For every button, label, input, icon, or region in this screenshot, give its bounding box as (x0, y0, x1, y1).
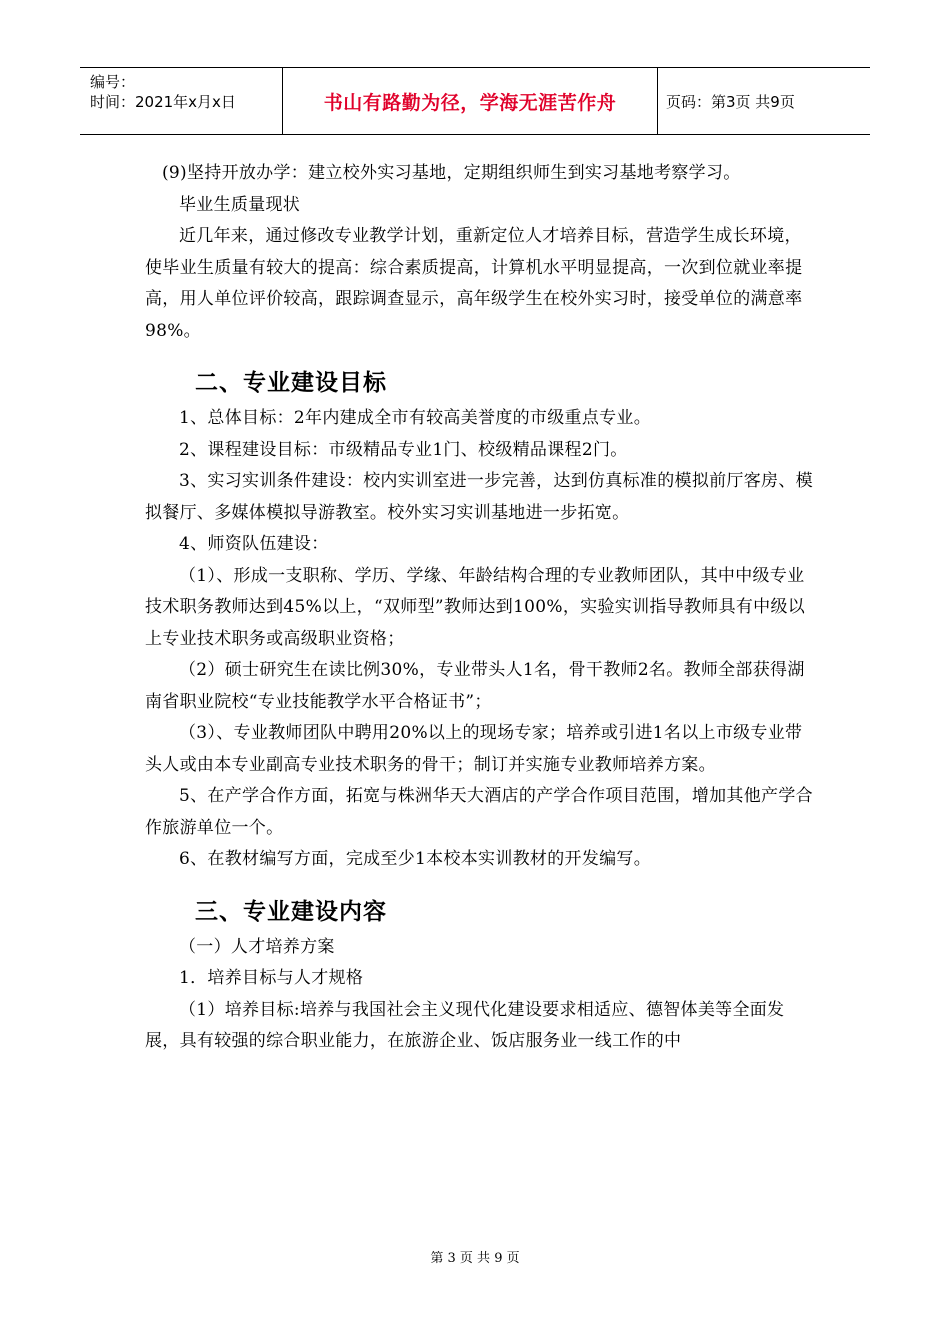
document-number: 编号： (90, 73, 136, 91)
list-item: 1．培养目标与人才规格 (179, 968, 364, 988)
list-item: （一）人才培养方案 (179, 936, 335, 957)
motto: 书山有路勤为径，学海无涯苦作舟 (323, 91, 617, 114)
list-item: （1）、形成一支职称、学历、学缘、年龄结构合理的专业教师团队，其中中级专业技术职务教师达到45%以上，“双师型”教师达到100%，实验实训指导教师具有中级以上专业技术职务或高级职业资格； (145, 565, 806, 649)
list-item: （2）硕士研究生在读比例30%，专业带头人1名，骨干教师2名。教师全部获得湖南省职业院校“专业技能教学水平合格证书”； (145, 660, 805, 712)
document-body (145, 158, 815, 1058)
page-indicator: 页码：第3页 共9页 (666, 92, 795, 111)
list-item: 5、在产学合作方面，拓宽与株洲华天大酒店的产学合作项目范围，增加其他产学合作旅游单位一个。 (145, 786, 813, 838)
section-heading: 三、专业建设内容 (195, 898, 387, 925)
section-heading: 二、专业建设目标 (195, 370, 387, 396)
list-item: 3、实习实训条件建设：校内实训室进一步完善，达到仿真标准的模拟前厅客房、模拟餐厅、多媒体模拟导游教室。校外实习实训基地进一步拓宽。 (145, 471, 813, 523)
header-table (80, 67, 870, 135)
document-time: 时间：2021年x月x日 (90, 93, 236, 111)
list-item: 4、师资队伍建设： (179, 534, 329, 554)
paragraph: 毕业生质量现状 (179, 194, 301, 215)
list-item: （1）培养目标:培养与我国社会主义现代化建设要求相适应、德智体美等全面发展，具有较强的综合职业能力，在旅游企业、饭店服务业一线工作的中 (145, 999, 785, 1051)
list-item: 2、课程建设目标：市级精品专业1门、校级精品课程2门。 (179, 439, 628, 460)
list-item: 6、在教材编写方面，完成至少1本校本实训教材的开发编写。 (179, 849, 652, 869)
page-footer: 第 3 页 共 9 页 (430, 1251, 520, 1266)
list-item: （3）、专业教师团队中聘用20%以上的现场专家；培养或引进1名以上市级专业带头人或由本专业副高专业技术职务的骨干；制订并实施专业教师培养方案。 (145, 723, 803, 775)
list-item: 1、总体目标：2年内建成全市有较高美誉度的市级重点专业。 (179, 408, 652, 428)
paragraph: (9)坚持开放办学：建立校外实习基地，定期组织师生到实习基地考察学习。 (162, 163, 741, 183)
header-page-cell (658, 68, 870, 134)
paragraph: 近几年来，通过修改专业教学计划，重新定位人才培养目标，营造学生成长环境，使毕业生质量有较大的提高：综合素质提高，计算机水平明显提高，一次到位就业率提高，用人单位评价较高，跟踪调查显示，高年级学生在校外实习时，接受单位的满意率98%。 (145, 226, 803, 341)
header-motto-cell (282, 68, 658, 134)
header-meta (80, 68, 282, 134)
